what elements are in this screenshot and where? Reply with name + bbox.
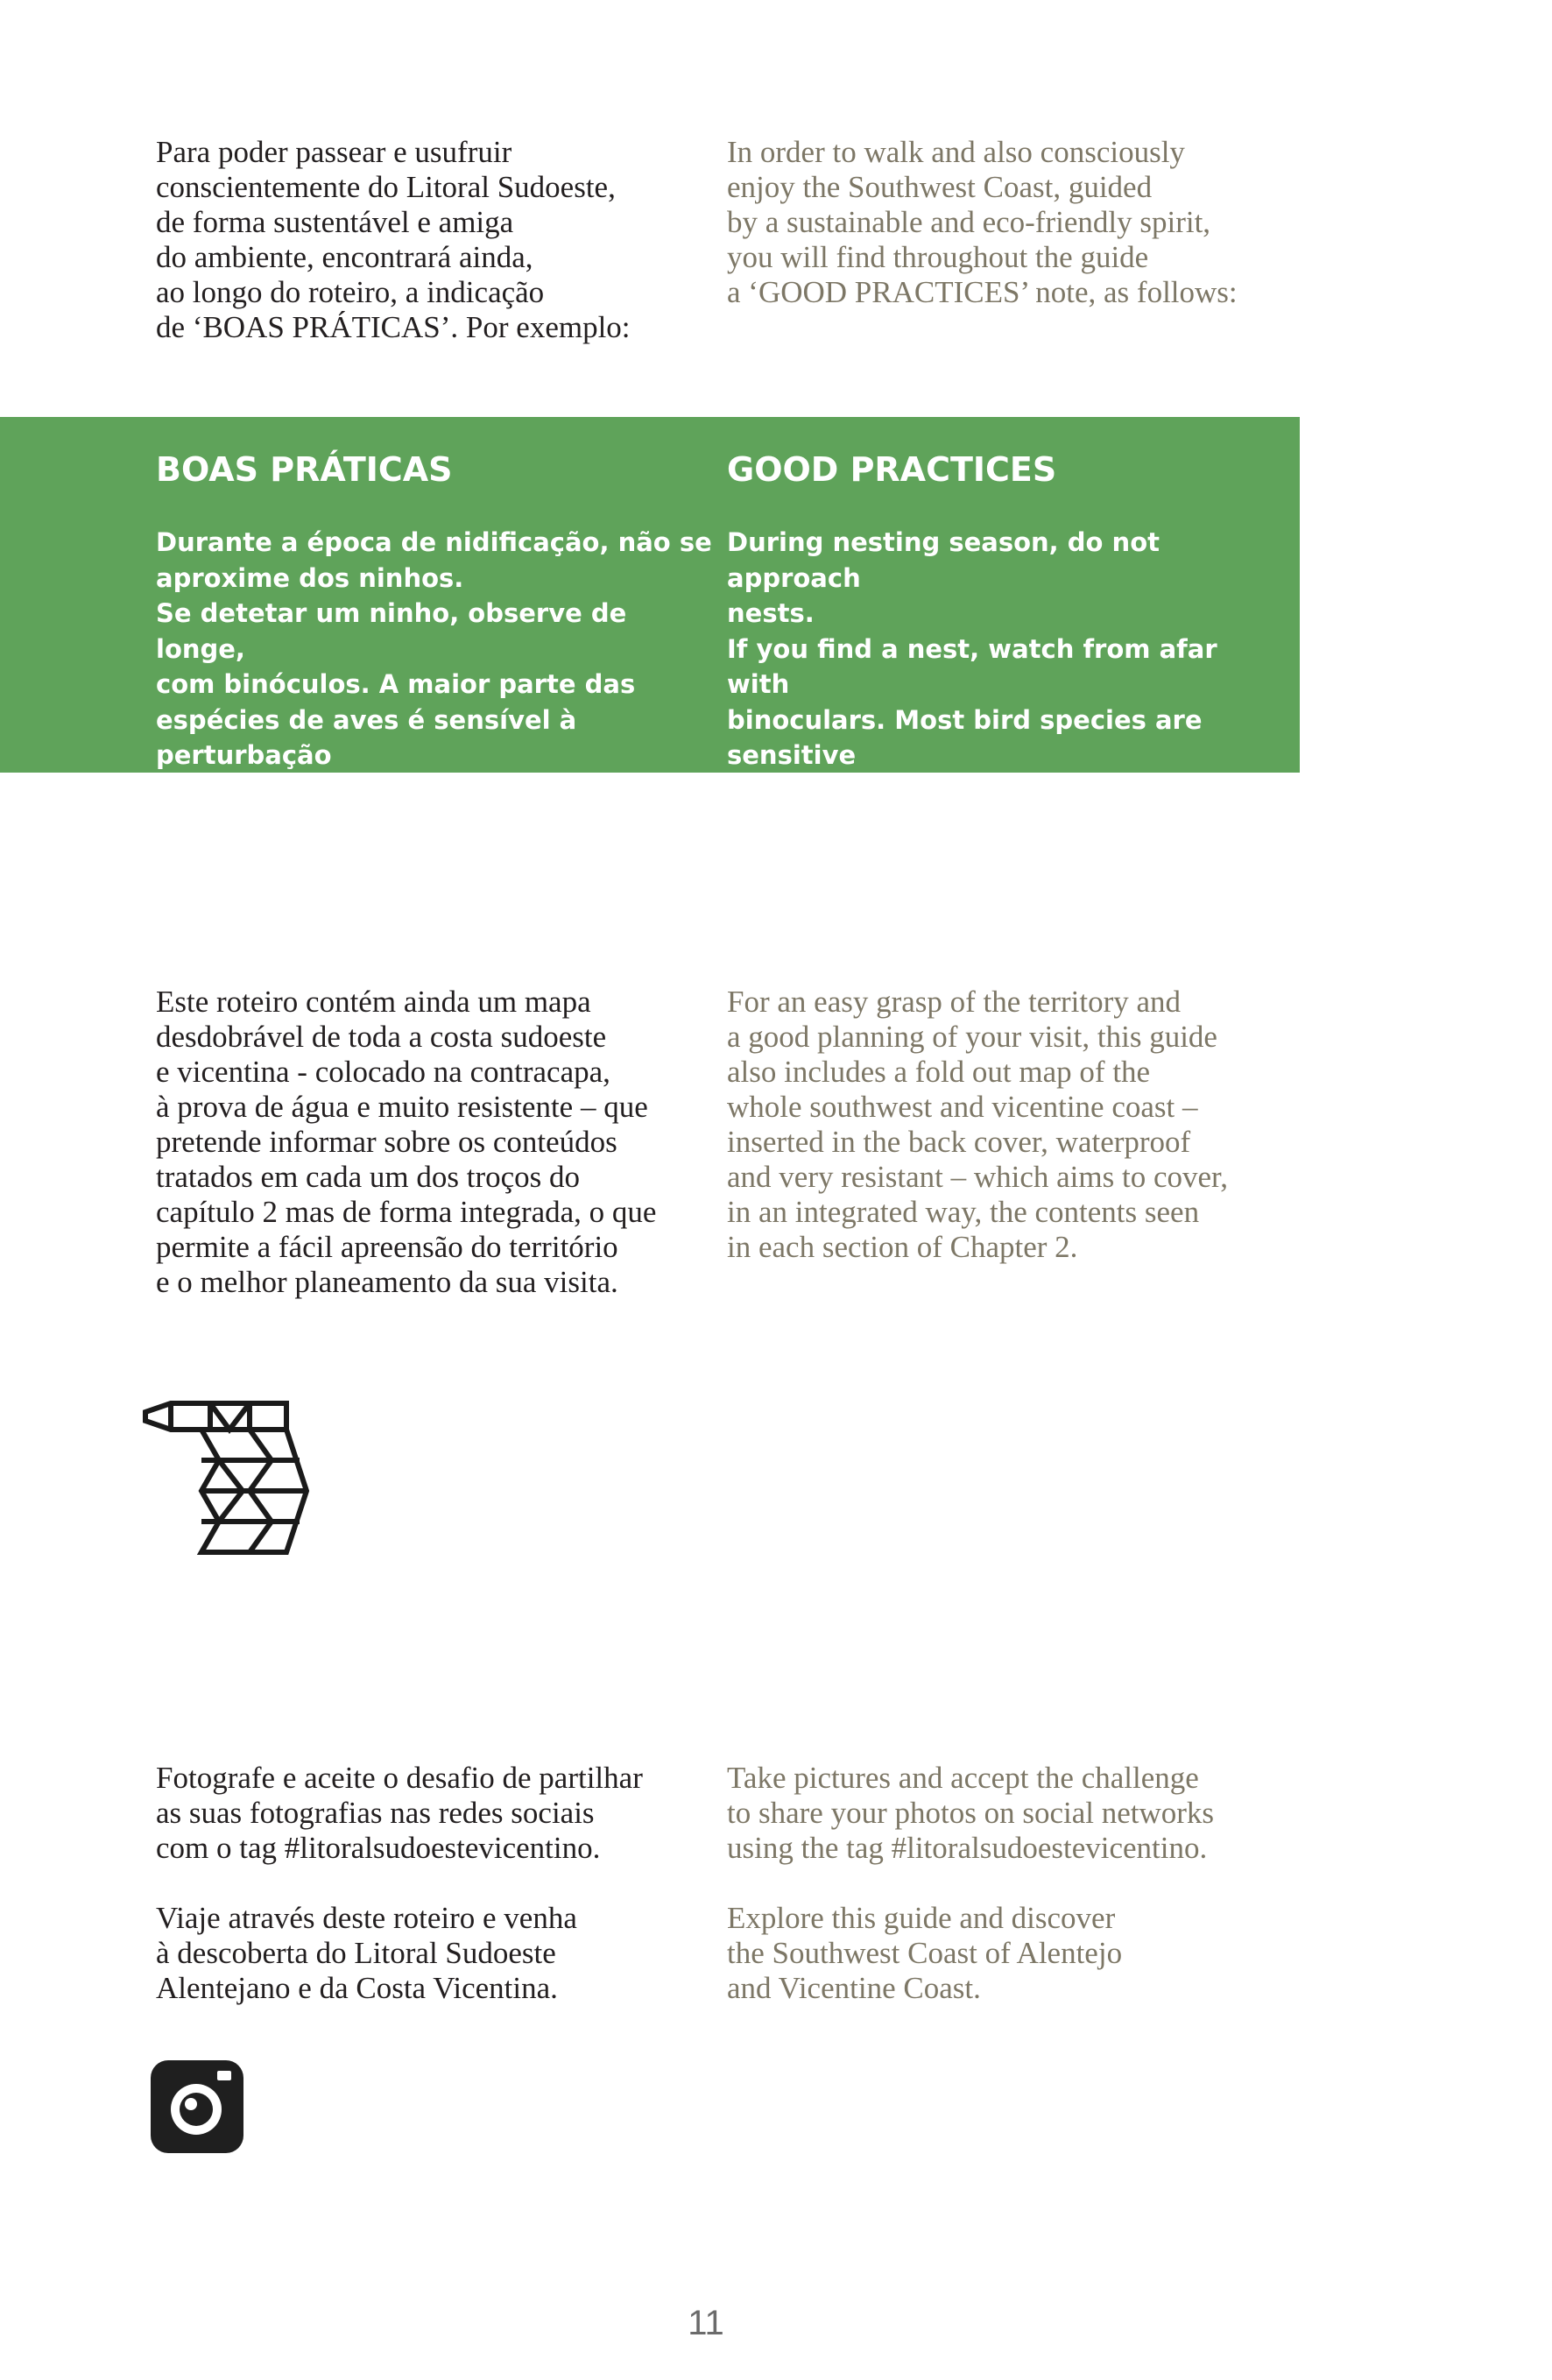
good-practices-title-pt: BOAS PRÁTICAS xyxy=(156,450,453,489)
photo-text-pt-2: Viaje através deste roteiro e venha à descoberta do Litoral Sudoeste Alentejano e da Costa Vicentina. xyxy=(156,1901,577,2005)
folded-map-icon xyxy=(131,1393,324,1568)
good-practices-title-en: GOOD PRACTICES xyxy=(727,450,1057,489)
map-text-pt: Este roteiro contém ainda um mapa desdobrável de toda a costa sudoeste e vicentina - colocado na contracapa, à prova de água e muito resistente – que pretende informar sobre os conteúdos tratados em cada um dos troços do capítulo 2 mas de forma integrada, o que permite a fácil apreensão do território e o melhor planeamento da sua visita. xyxy=(156,985,657,1299)
map-text-en: For an easy grasp of the territory and a good planning of your visit, this guide also includes a fold out map of the whole southwest and vicentine coast – inserted in the back cover, waterproof and very resistant – which aims to cover, in an integrated way, the contents seen in each section of Chapter 2. xyxy=(727,985,1229,1264)
camera-icon xyxy=(149,2059,245,2155)
page-number: 11 xyxy=(688,2304,724,2342)
good-practices-text-pt: Durante a época de nidificação, não se aproxime dos ninhos. Se detetar um ninho, observe de longe, com binóculos. A maior parte das espécies de aves é sensível à perturbação dos locais de nidificação. xyxy=(156,527,712,806)
good-practices-text-en: During nesting season, do not approach nests. If you find a nest, watch from afar with binoculars. Most bird species are sensitive to disturbance at nest sites. xyxy=(727,527,1217,806)
intro-text-en: In order to walk and also consciously enjoy the Southwest Coast, guided by a sustainable and eco-friendly spirit, you will find throughout the guide a ‘GOOD PRACTICES’ note, as follows: xyxy=(727,135,1238,309)
good-practices-box xyxy=(0,417,1300,806)
photo-text-pt-1: Fotografe e aceite o desafio de partilhar as suas fotografias nas redes sociais com o tag #litoralsudoestevicentino. xyxy=(156,1761,643,1865)
photo-text-en-1: Take pictures and accept the challenge to share your photos on social networks using the tag #litoralsudoestevicentino. xyxy=(727,1761,1215,1865)
photo-text-en-2: Explore this guide and discover the Southwest Coast of Alentejo and Vicentine Coast. xyxy=(727,1901,1123,2005)
intro-text-pt: Para poder passear e usufruir conscientemente do Litoral Sudoeste, de forma sustentável e amiga do ambiente, encontrará ainda, ao longo do roteiro, a indicação de ‘BOAS PRÁTICAS’. Por exemplo: xyxy=(156,135,631,344)
